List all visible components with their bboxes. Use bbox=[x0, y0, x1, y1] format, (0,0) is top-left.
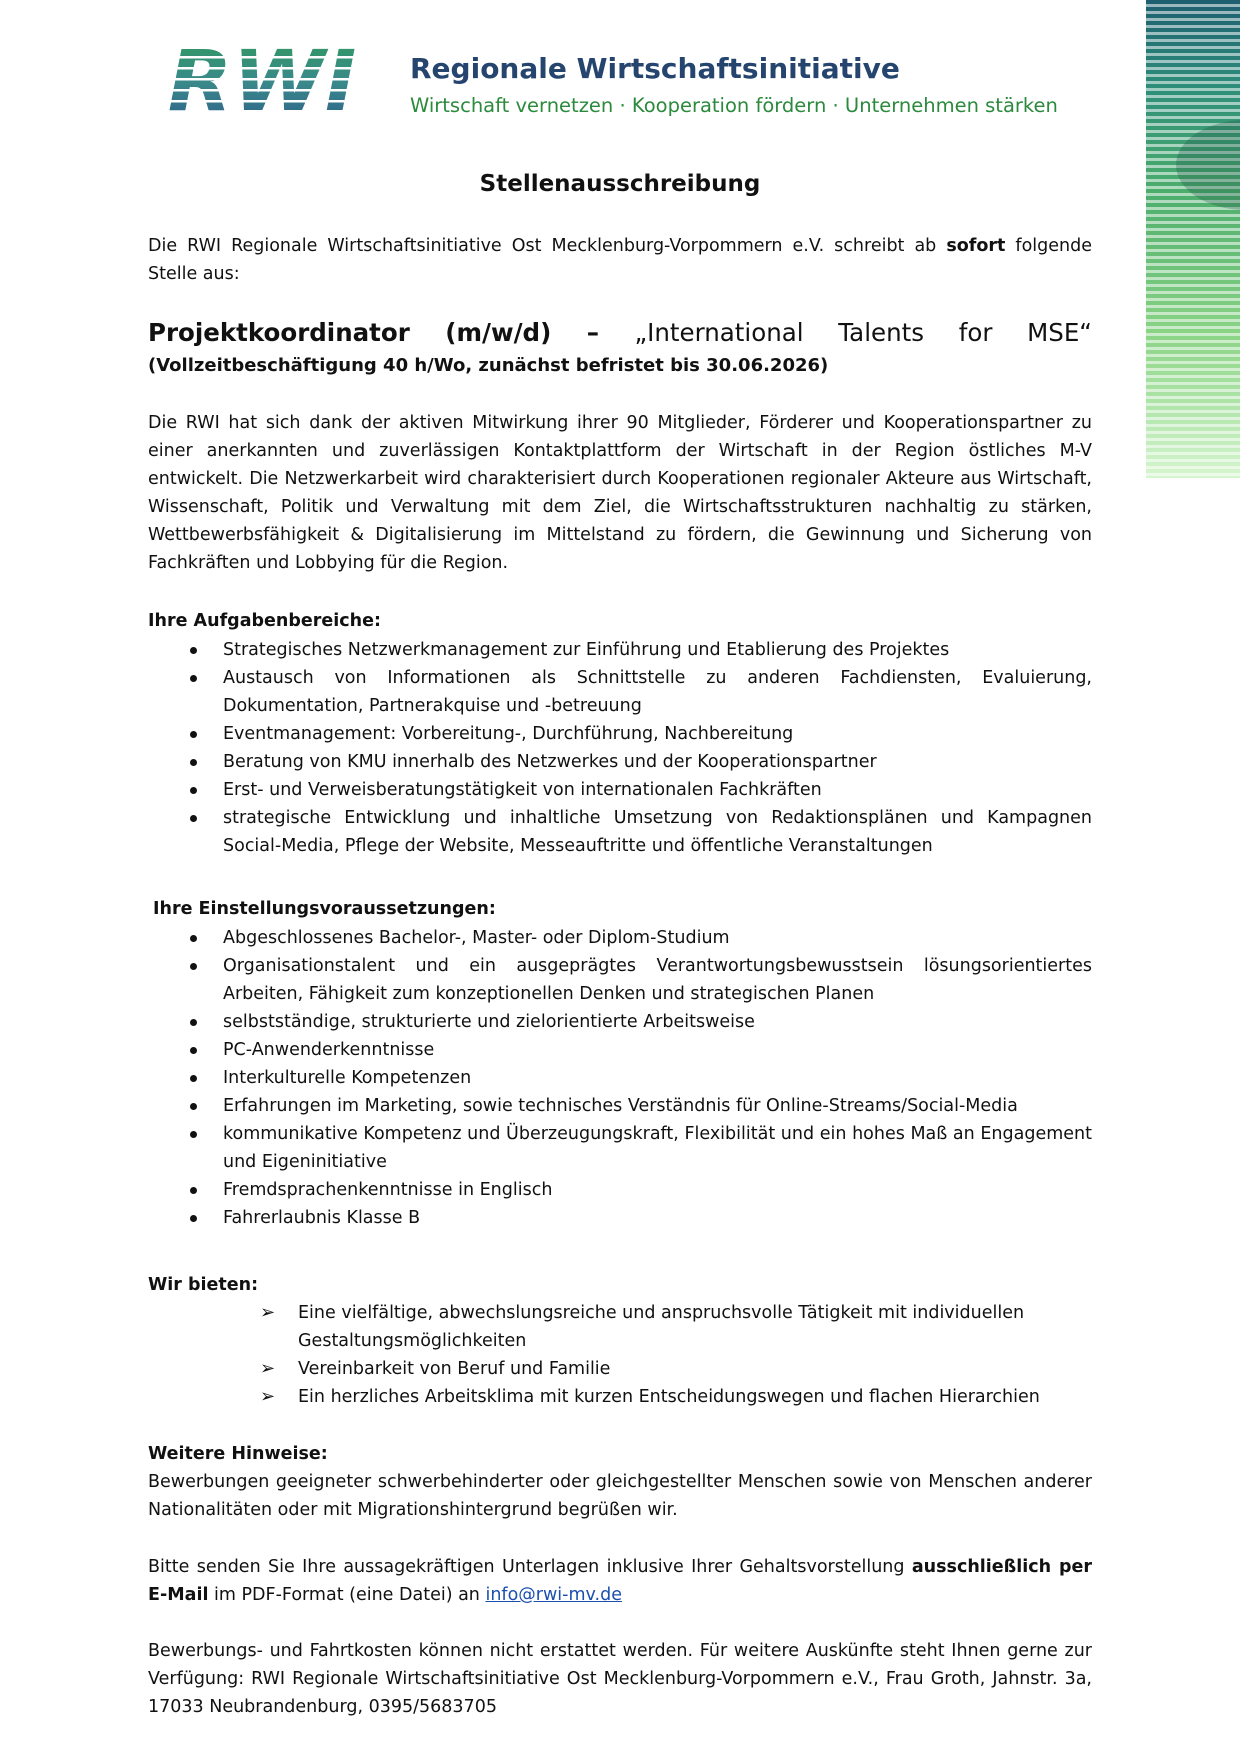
job-project-name: „International Talents for MSE“ bbox=[634, 318, 1092, 347]
tasks-list bbox=[148, 636, 1092, 860]
tasks-heading: Ihre Aufgabenbereiche: bbox=[148, 611, 381, 631]
list-item: Beratung von KMU innerhalb des Netzwerkes und der Kooperationspartner bbox=[148, 748, 1092, 776]
list-item: ➢ Vereinbarkeit von Beruf und Familie bbox=[148, 1355, 1092, 1383]
job-title: Projektkoordinator (m/w/d) – „International Talents for MSE“ bbox=[148, 318, 1092, 347]
list-item: Erst- und Verweisberatungstätigkeit von internationalen Fachkräften bbox=[148, 776, 1092, 804]
list-item: Strategisches Netzwerkmanagement zur Einführung und Etablierung des Projektes bbox=[148, 636, 1092, 664]
offer-list bbox=[148, 1299, 1092, 1411]
list-item: Interkulturelle Kompetenzen bbox=[148, 1064, 1092, 1092]
list-item: Austausch von Informationen als Schnittstelle zu anderen Fachdiensten, Evaluierung, Dokumentation, Partnerakquise und -betreuung bbox=[148, 664, 1092, 720]
apply-bold: ausschließlich per E-Mail bbox=[148, 1557, 1092, 1605]
list-item: strategische Entwicklung und inhaltliche Umsetzung von Redaktionsplänen und Kampagnen Social-Media, Pflege der Website, Messeauftritte und öffentliche Veranstaltungen bbox=[148, 804, 1092, 860]
list-item: Abgeschlossenes Bachelor-, Master- oder Diplom-Studium bbox=[148, 924, 1092, 952]
list-item: PC-Anwenderkenntnisse bbox=[148, 1036, 1092, 1064]
org-name: Regionale Wirtschaftsinitiative bbox=[410, 52, 900, 85]
notes-paragraph: Bewerbungen geeigneter schwerbehinderter oder gleichgestellter Menschen sowie von Menschen anderer Nationalitäten oder mit Migrationshintergrund begrüßen wir. bbox=[148, 1472, 1092, 1520]
list-item: Eventmanagement: Vorbereitung-, Durchführung, Nachbereitung bbox=[148, 720, 1092, 748]
intro-bold: sofort bbox=[946, 236, 1006, 256]
list-item: Erfahrungen im Marketing, sowie technisches Verständnis für Online-Streams/Social-Media bbox=[148, 1092, 1092, 1120]
org-slogan: Wirtschaft vernetzen · Kooperation fördern · Unternehmen stärken bbox=[410, 94, 1058, 117]
about-paragraph: Die RWI hat sich dank der aktiven Mitwirkung ihrer 90 Mitglieder, Förderer und Kooperationspartner zu einer anerkannten und zuverlässigen Kontaktplattform der Wirtschaft in der Region östliches M-V entwickelt. Die Netzwerkarbeit wird charakterisiert durch Kooperationen regionaler Akteure aus Wirtschaft, Wissenschaft, Politik und Verwaltung mit dem Ziel, die Wirtschaftsstrukturen nachhaltig zu stärken, Wettbewerbsfähigkeit & Digitalisierung im Mittelstand zu fördern, die Gewinnung und Sicherung von Fachkräften und Lobbying für die Region. bbox=[148, 413, 1092, 573]
apply-paragraph: Bitte senden Sie Ihre aussagekräftigen Unterlagen inklusive Ihrer Gehaltsvorstellung ausschließlich per E-Mail im PDF-Format (eine Datei) an info@rwi-mv.de bbox=[148, 1557, 1092, 1605]
list-item: kommunikative Kompetenz und Überzeugungskraft, Flexibilität und ein hohes Maß an Engagement und Eigeninitiative bbox=[148, 1120, 1092, 1176]
intro-paragraph: Die RWI Regionale Wirtschaftsinitiative Ost Mecklenburg-Vorpommern e.V. schreibt ab sofort folgende Stelle aus: bbox=[148, 236, 1092, 284]
notes-heading: Weitere Hinweise: bbox=[148, 1444, 328, 1464]
list-item: Fremdsprachenkenntnisse in Englisch bbox=[148, 1176, 1092, 1204]
requirements-list bbox=[148, 924, 1092, 1232]
email-link[interactable]: info@rwi-mv.de bbox=[485, 1585, 622, 1605]
requirements-heading: Ihre Einstellungsvoraussetzungen: bbox=[153, 899, 496, 919]
footer-paragraph: Bewerbungs- und Fahrtkosten können nicht erstattet werden. Für weitere Auskünfte steht Ihnen gerne zur Verfügung: RWI Regionale Wirtschaftsinitiative Ost Mecklenburg-Vorpommern e.V., Frau Groth, Jahnstr. 3a, 17033 Neubrandenburg, 0395/5683705 bbox=[148, 1641, 1092, 1717]
decorative-stripe-bar bbox=[1146, 0, 1240, 478]
arrow-bullet-icon: ➢ bbox=[260, 1386, 276, 1407]
offer-heading: Wir bieten: bbox=[148, 1275, 259, 1295]
list-item: selbstständige, strukturierte und zielorientierte Arbeitsweise bbox=[148, 1008, 1092, 1036]
arrow-bullet-icon: ➢ bbox=[260, 1302, 276, 1323]
job-subtitle: (Vollzeitbeschäftigung 40 h/Wo, zunächst befristet bis 30.06.2026) bbox=[148, 355, 829, 376]
page-title: Stellenausschreibung bbox=[479, 171, 761, 197]
list-item: ➢ Eine vielfältige, abwechslungsreiche und anspruchsvolle Tätigkeit mit individuellen Gestaltungsmöglichkeiten bbox=[148, 1299, 1092, 1355]
list-item: Fahrerlaubnis Klasse B bbox=[148, 1204, 1092, 1232]
rwi-logo bbox=[150, 44, 375, 116]
list-item: Organisationstalent und ein ausgeprägtes Verantwortungsbewusstsein lösungsorientiertes Arbeiten, Fähigkeit zum konzeptionellen Denken und strategischen Planen bbox=[148, 952, 1092, 1008]
list-item: ➢ Ein herzliches Arbeitsklima mit kurzen Entscheidungswegen und flachen Hierarchien bbox=[148, 1383, 1092, 1411]
arrow-bullet-icon: ➢ bbox=[260, 1358, 276, 1379]
